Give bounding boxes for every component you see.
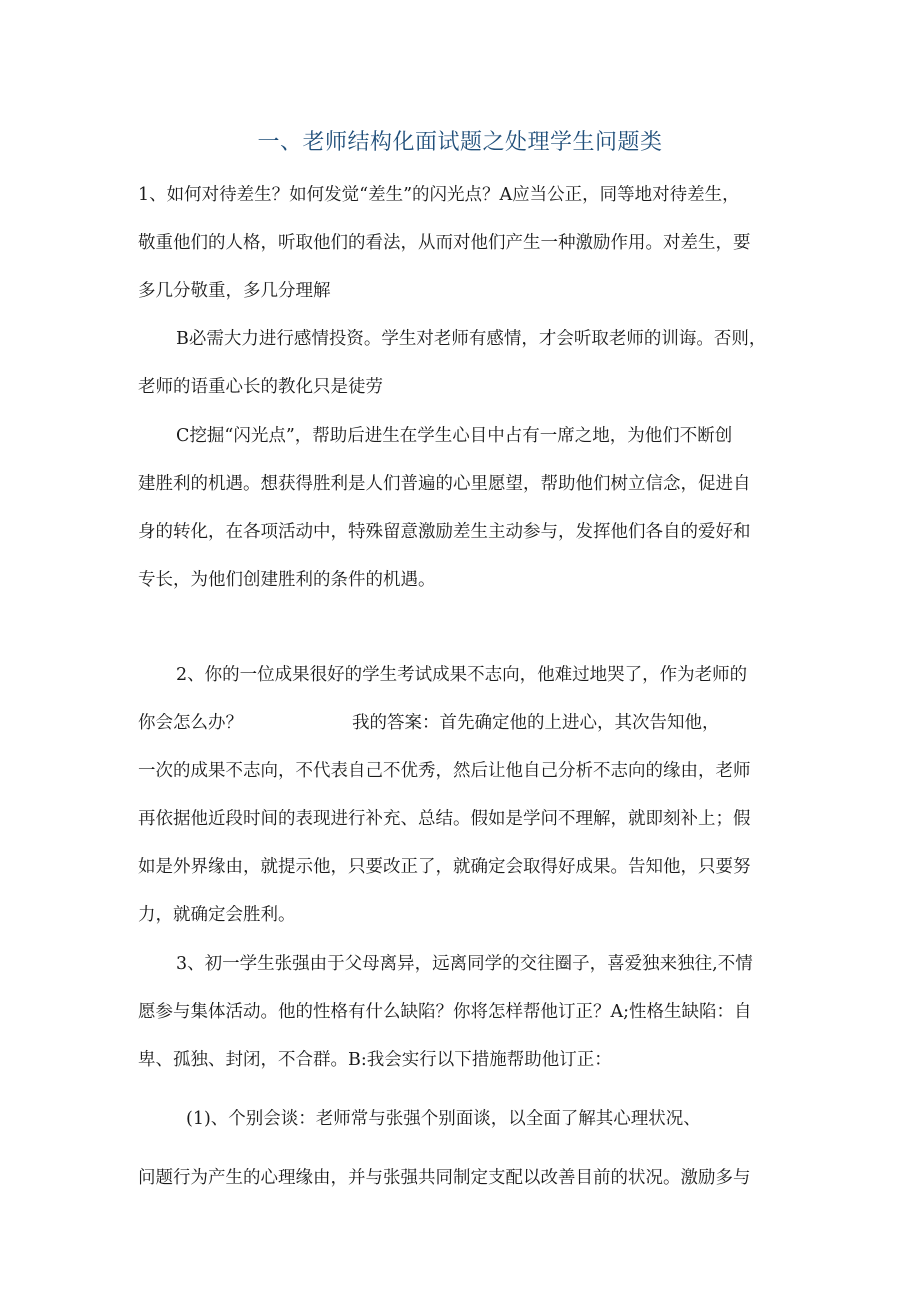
paragraph-line: 卑、孤独、封闭，不合群。B:我会实行以下措施帮助他订正： xyxy=(138,1050,612,1070)
paragraph-line: 老师的语重心长的教化只是徒劳 xyxy=(138,377,383,397)
paragraph-line: 问题行为产生的心理缘由，并与张强共同制定支配以改善目前的状况。激励多与 xyxy=(138,1168,751,1188)
paragraph-line: 1、如何对待差生？如何发觉“差生”的闪光点？A应当公正，同等地对待差生， xyxy=(138,185,740,205)
paragraph-line: C挖掘“闪光点”，帮助后进生在学生心目中占有一席之地，为他们不断创 xyxy=(176,426,733,446)
paragraph-line: 敬重他们的人格，听取他们的看法，从而对他们产生一种激励作用。对差生，要 xyxy=(138,233,751,253)
paragraph-line: (1)、个别会谈：老师常与张强个别面谈，以全面了解其心理状况、 xyxy=(186,1109,701,1129)
paragraph-line: 专长，为他们创建胜利的条件的机遇。 xyxy=(138,570,436,590)
paragraph-line: 3、初一学生张强由于父母离异，远离同学的交往圈子，喜爱独来独往,不情 xyxy=(176,954,753,974)
paragraph-line: 如是外界缘由，就提示他，只要改正了，就确定会取得好成果。告知他，只要努 xyxy=(138,857,751,877)
paragraph-line: 愿参与集体活动。他的性格有什么缺陷？你将怎样帮他订正？A;性格生缺陷：自 xyxy=(138,1002,752,1022)
paragraph-line: B必需大力进行感情投资。学生对老师有感情，才会听取老师的训诲。否则， xyxy=(176,329,767,349)
paragraph-line: 2、你的一位成果很好的学生考试成果不志向，他难过地哭了，作为老师的 xyxy=(176,665,748,685)
paragraph-line: 你会怎么办？ xyxy=(138,713,243,733)
document-title: 一、老师结构化面试题之处理学生问题类 xyxy=(257,130,663,155)
paragraph-line: 多几分敬重，多几分理解 xyxy=(138,281,331,301)
paragraph-line: 再依据他近段时间的表现进行补充、总结。假如是学问不理解，就即刻补上；假 xyxy=(138,809,751,829)
paragraph-line: 身的转化，在各项活动中，特殊留意激励差生主动参与，发挥他们各自的爱好和 xyxy=(138,522,751,542)
paragraph-line: 建胜利的机遇。想获得胜利是人们普遍的心里愿望，帮助他们树立信念，促进自 xyxy=(138,474,751,494)
answer-label-line: 我的答案：首先确定他的上进心，其次告知他， xyxy=(352,713,720,733)
paragraph-line: 力，就确定会胜利。 xyxy=(138,905,296,925)
paragraph-line: 一次的成果不志向，不代表自己不优秀，然后让他自己分析不志向的缘由，老师 xyxy=(138,761,751,781)
